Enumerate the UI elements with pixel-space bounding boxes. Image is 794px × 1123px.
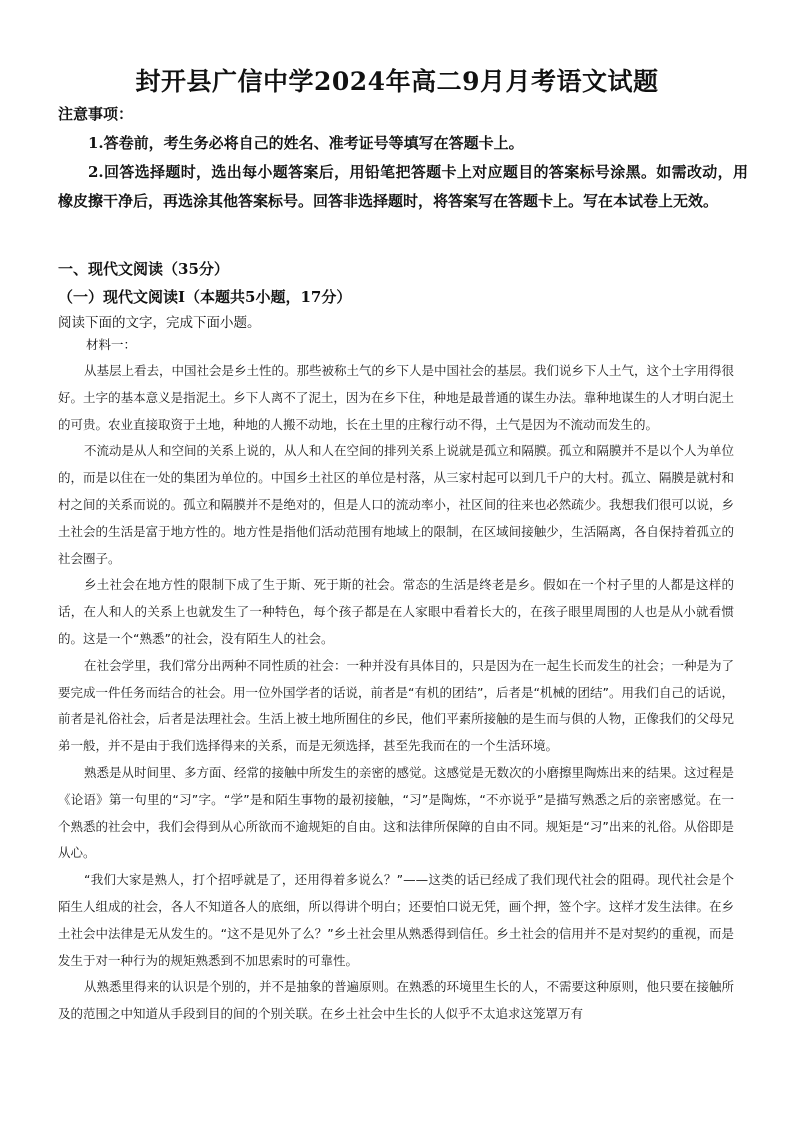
subsection-heading: （一）现代文阅读Ⅰ（本题共5小题，17分） <box>58 288 352 306</box>
section-heading: 一、现代文阅读（35分） <box>58 260 229 278</box>
page-title: 封开县广信中学2024年高二9月月考语文试题 <box>135 67 659 96</box>
notice-heading: 注意事项： <box>58 105 134 123</box>
instruction-text: 阅读下面的文字，完成下面小题。 <box>58 315 261 331</box>
passage-paragraph: 从基层上看去，中国社会是乡土性的。那些被称土气的乡下人是中国社会的基层。我们说乡下人土气，这个土字用得很好。土字的基本意义是指泥土。乡下人离不了泥土，因为在乡下住，种地是最普通的谋生办法。靠种地谋生的人才明白泥土的可贵。农业直接取资于土地，种地的人搬不动地，长在土里的庄稼行动不得，土气是因为不流动而发生的。 <box>58 363 735 432</box>
passage-paragraph: 从熟悉里得来的认识是个别的，并不是抽象的普遍原则。在熟悉的环境里生长的人，不需要这种原则，他只要在接触所及的范围之中知道从手段到目的间的个别关联。在乡土社会中生长的人似乎不太追求这笼罩万有 <box>58 979 735 1022</box>
passage-paragraph: 不流动是从人和空间的关系上说的，从人和人在空间的排列关系上说就是孤立和隔膜。孤立和隔膜并不是以个人为单位的，而是以住在一处的集团为单位的。中国乡土社区的单位是村落，从三家村起可以到几千户的大村。孤立、隔膜是就村和村之间的关系而说的。孤立和隔膜并不是绝对的，但是人口的流动率小，社区间的往来也必然疏少。我想我们很可以说，乡土社会的生活是富于地方性的。地方性是指他们活动范围有地域上的限制，在区域间接触少，生活隔离，各自保持着孤立的社会圈子。 <box>58 443 735 566</box>
notice-block <box>58 100 748 216</box>
notice-item-1: 1.答卷前，考生务必将自己的姓名、准考证号等填写在答题卡上。 <box>88 134 524 152</box>
passage-paragraph: 乡土社会在地方性的限制下成了生于斯、死于斯的社会。常态的生活是终老是乡。假如在一个村子里的人都是这样的话，在人和人的关系上也就发生了一种特色，每个孩子都是在人家眼中看着长大的，在孩子眼里周围的人也是从小就看惯的。这是一个“熟悉”的社会，没有陌生人的社会。 <box>58 577 734 646</box>
notice-item-2: 2.回答选择题时，选出每小题答案后，用铅笔把答题卡上对应题目的答案标号涂黑。如需改动，用橡皮擦干净后，再选涂其他答案标号。回答非选择题时，将答案写在答题卡上。写在本试卷上无效。 <box>58 163 748 210</box>
passage-paragraph: 熟悉是从时间里、多方面、经常的接触中所发生的亲密的感觉。这感觉是无数次的小磨擦里陶炼出来的结果。这过程是《论语》第一句里的“习”字。“学”是和陌生事物的最初接触，“习”是陶炼，“不亦说乎”是描写熟悉之后的亲密感觉。在一个熟悉的社会中，我们会得到从心所欲而不逾规矩的自由。这和法律所保障的自由不同。规矩是“习”出来的礼俗。从俗即是从心。 <box>58 764 735 861</box>
material-label: 材料一： <box>86 337 137 352</box>
passage-paragraph: “我们大家是熟人，打个招呼就是了，还用得着多说么？”——这类的话已经成了我们现代社会的阻碍。现代社会是个陌生人组成的社会，各人不知道各人的底细，所以得讲个明白；还要怕口说无凭，画个押，签个字。这样才发生法律。在乡土社会中法律是无从发生的。“这不是见外了么？”乡土社会里从熟悉得到信任。乡土社会的信用并不是对契约的重视，而是发生于对一种行为的规矩熟悉到不加思索时的可靠性。 <box>58 872 734 968</box>
passage-body <box>58 358 734 1028</box>
passage-paragraph: 在社会学里，我们常分出两种不同性质的社会：一种并没有具体目的，只是因为在一起生长而发生的社会；一种是为了要完成一件任务而结合的社会。用一位外国学者的话说，前者是“有机的团结”，后者是“机械的团结”。用我们自己的话说，前者是礼俗社会，后者是法理社会。生活上被土地所囿住的乡民，他们平素所接触的是生而与俱的人物，正像我们的父母兄弟一般，并不是由于我们选择得来的关系，而是无须选择，甚至先我而在的一个生活环境。 <box>58 657 735 754</box>
